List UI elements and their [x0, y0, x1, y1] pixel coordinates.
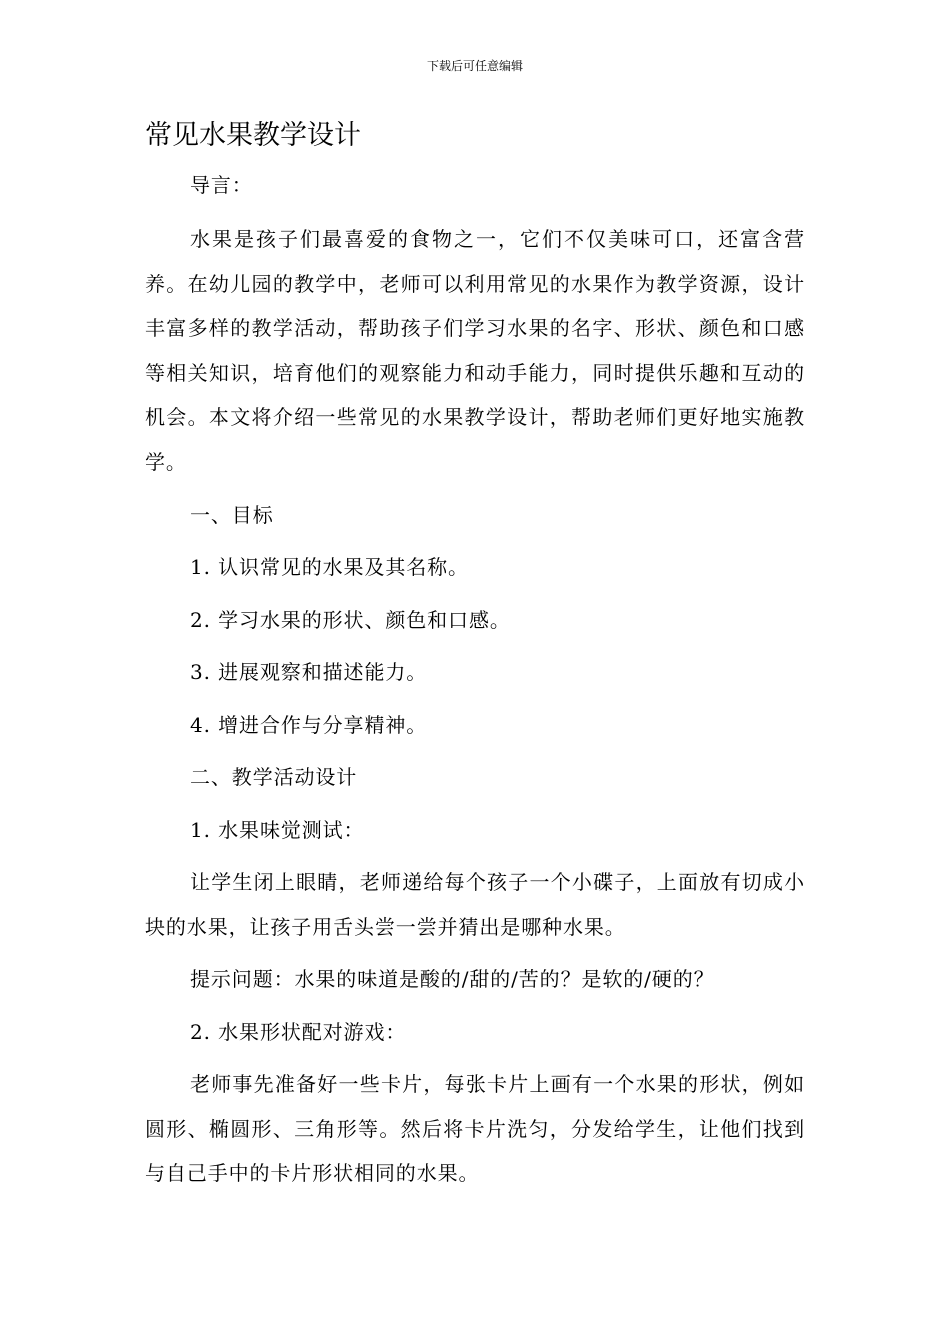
heading-goals: 一、目标 [190, 502, 274, 527]
activity-2-title: 2. 水果形状配对游戏： [190, 1019, 407, 1044]
activity-1-hint: 提示问题：水果的味道是酸的/甜的/苦的？是软的/硬的？ [190, 967, 715, 992]
document-body [145, 165, 805, 1204]
activity-1-description: 让学生闭上眼睛，老师递给每个孩子一个小碟子，上面放有切成小块的水果，让孩子用舌头尝一尝并猜出是哪种水果。 [145, 870, 805, 939]
goal-item-2: 2. 学习水果的形状、颜色和口感。 [190, 607, 511, 632]
goal-item-3: 3. 进展观察和描述能力。 [190, 660, 428, 685]
goal-item-1: 1. 认识常见的水果及其名称。 [190, 555, 469, 580]
activity-1-title: 1. 水果味觉测试： [190, 817, 365, 842]
goal-item-4: 4. 增进合作与分享精神。 [190, 712, 428, 737]
paragraph-intro-label: 导言： [190, 173, 253, 197]
document-title: 常见水果教学设计 [145, 120, 361, 151]
activity-2-description: 老师事先准备好一些卡片，每张卡片上画有一个水果的形状，例如圆形、椭圆形、三角形等。然后将卡片洗匀，分发给学生，让他们找到与自己手中的卡片形状相同的水果。 [145, 1072, 805, 1186]
paragraph-intro-body: 水果是孩子们最喜爱的食物之一，它们不仅美味可口，还富含营养。在幼儿园的教学中，老师可以利用常见的水果作为教学资源，设计丰富多样的教学活动，帮助孩子们学习水果的名字、形状、颜色和口感等相关知识，培育他们的观察能力和动手能力，同时提供乐趣和互动的机会。本文将介绍一些常见的水果教学设计，帮助老师们更好地实施教学。 [145, 227, 805, 474]
page-header-note: 下载后可任意编辑 [426, 59, 523, 73]
heading-activity-design: 二、教学活动设计 [190, 765, 358, 790]
